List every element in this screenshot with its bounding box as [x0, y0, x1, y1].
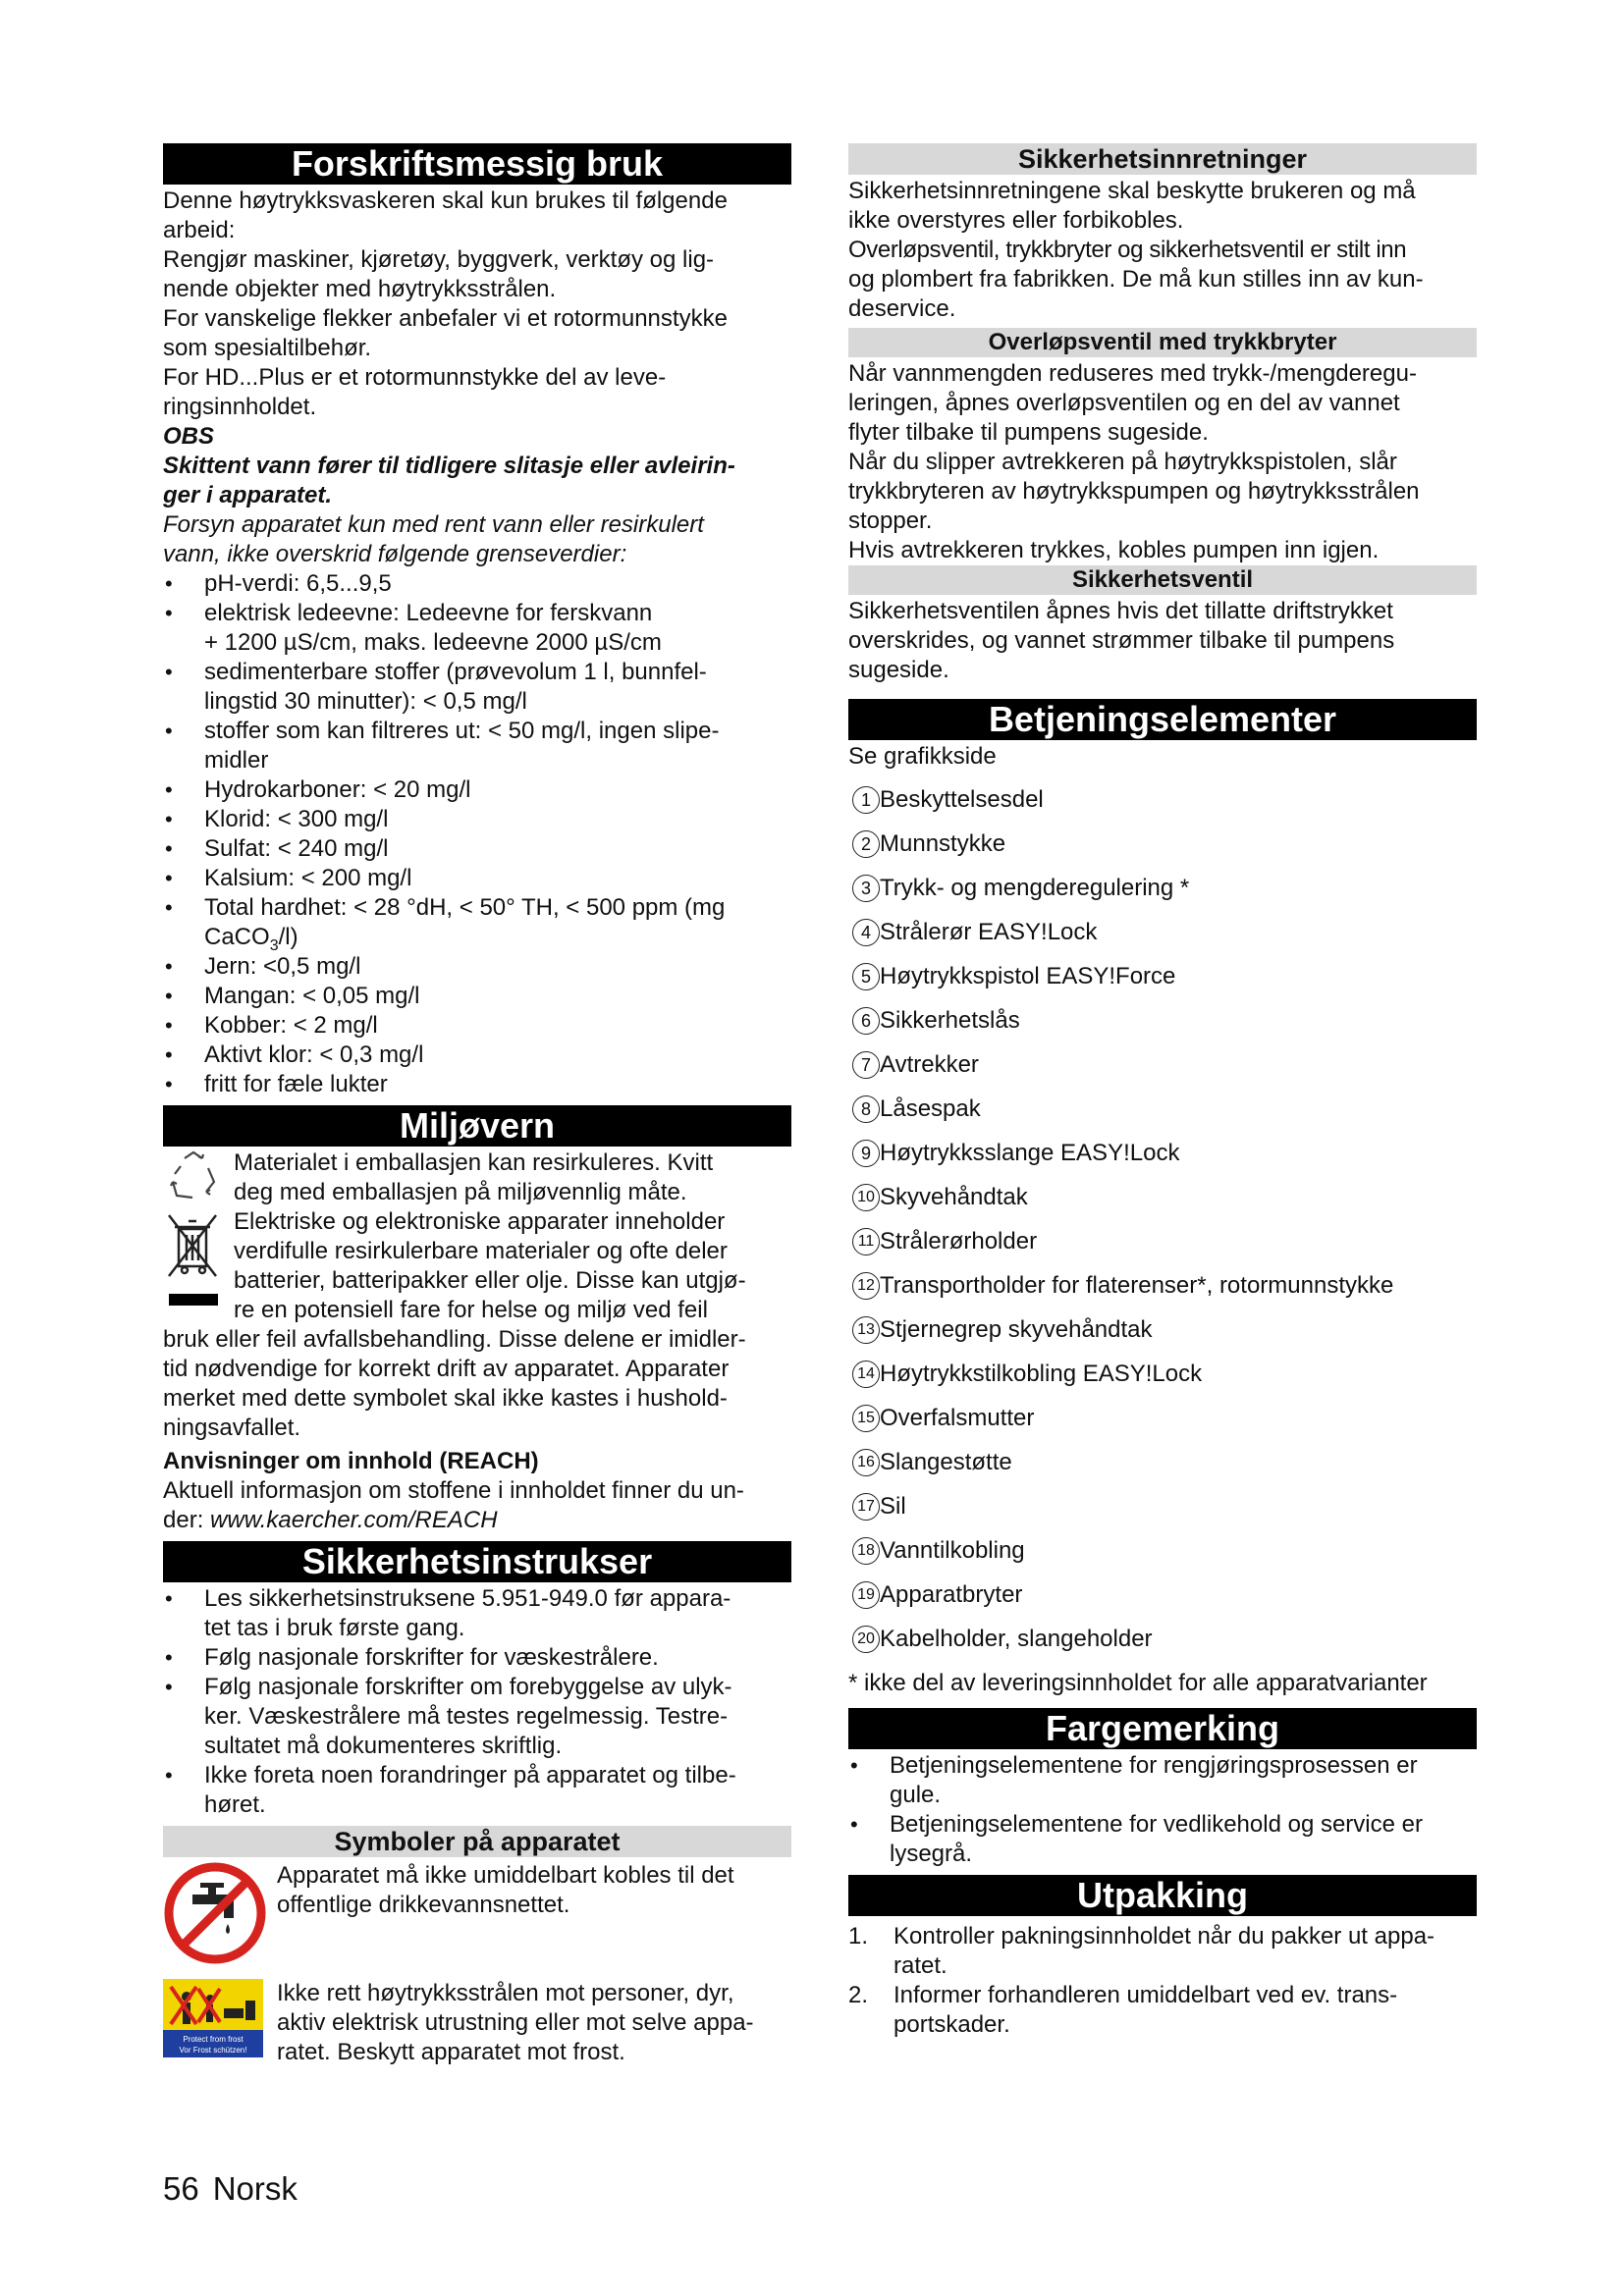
list-item: • pH-verdi: 6,5...9,5	[163, 569, 791, 599]
body-line: Apparatet må ikke umiddelbart kobles til det	[277, 1862, 734, 1889]
section-title-overlopsventil: Overløpsventil med trykkbryter	[848, 328, 1477, 357]
page-footer	[163, 2169, 311, 2209]
color-coding-list	[848, 1751, 1477, 1869]
body-line: For HD...Plus er et rotormunnstykke del av leve-	[163, 364, 667, 391]
body-line: deg med emballasjen på miljøvennlig måte.	[234, 1179, 687, 1205]
body-line: ringsinnholdet.	[163, 394, 317, 420]
list-item: 14 Høytrykkstilkobling EASY!Lock	[848, 1360, 1477, 1389]
body-line: Se grafikkside	[848, 743, 997, 770]
unpacking-list	[848, 1922, 1477, 2040]
list-item: • Kalsium: < 200 mg/l	[163, 864, 791, 893]
list-item: • Mangan: < 0,05 mg/l	[163, 982, 791, 1011]
body-line: batterier, batteripakker eller olje. Disse kan utgjø-	[234, 1267, 746, 1294]
recycling-icon	[163, 1148, 234, 1207]
list-item: • Betjeningselementene for rengjøringsprosessen er gule.	[848, 1751, 1477, 1810]
section-title-sikkerhetsinnretninger: Sikkerhetsinnretninger	[848, 143, 1477, 175]
body-line: nende objekter med høytrykksstrålen.	[163, 276, 557, 302]
body-line: sugeside.	[848, 657, 949, 683]
list-item: • sedimenterbare stoffer (prøvevolum 1 l, bunnfel- lingstid 30 minutter): < 0,5 mg/l	[163, 658, 791, 717]
body-line: Når vannmengden reduseres med trykk-/mengderegu-	[848, 360, 1417, 387]
list-item: 6 Sikkerhetslås	[848, 1006, 1477, 1036]
no-drinking-water-row	[163, 1861, 791, 1969]
safety-list	[163, 1584, 791, 1820]
section-title-forskriftsmessig-bruk: Forskriftsmessig bruk	[163, 143, 791, 185]
list-item: • Klorid: < 300 mg/l	[163, 805, 791, 834]
list-item: 18 Vanntilkobling	[848, 1536, 1477, 1566]
list-item: • Hydrokarboner: < 20 mg/l	[163, 775, 791, 805]
list-item: • Les sikkerhetsinstruksene 5.951-949.0 før appara- tet tas i bruk første gang.	[163, 1584, 791, 1643]
section-title-sikkerhetsinstrukser: Sikkerhetsinstrukser	[163, 1541, 791, 1582]
crossed-bin-icon	[163, 1207, 234, 1325]
list-item: 13 Stjernegrep skyvehåndtak	[848, 1315, 1477, 1345]
controls-list	[848, 785, 1477, 1654]
list-item: 7 Avtrekker	[848, 1050, 1477, 1080]
list-item: • Aktivt klor: < 0,3 mg/l	[163, 1041, 791, 1070]
language-label: Norsk	[212, 2170, 298, 2207]
body-line: og plombert fra fabrikken. De må kun stilles inn av kun-	[848, 266, 1424, 293]
list-item: 2 Munnstykke	[848, 829, 1477, 859]
body-line: ikke overstyres eller forbikobles.	[848, 207, 1184, 234]
list-item: • elektrisk ledeevne: Ledeevne for ferskvann + 1200 µS/cm, maks. ledeevne 2000 µS/cm	[163, 599, 791, 658]
list-item: • Kobber: < 2 mg/l	[163, 1011, 791, 1041]
list-item: • Følg nasjonale forskrifter for væskestrålere.	[163, 1643, 791, 1673]
reach-link[interactable]: www.kaercher.com/REACH	[210, 1507, 498, 1533]
body-line: verdifulle resirkulerbare materialer og ofte deler	[234, 1238, 728, 1264]
list-item: • Betjeningselementene for vedlikehold og service er lysegrå.	[848, 1810, 1477, 1869]
list-item: 12 Transportholder for flaterenser*, rotormunnstykke	[848, 1271, 1477, 1301]
list-item: • stoffer som kan filtreres ut: < 50 mg/l, ingen slipe- midler	[163, 717, 791, 775]
list-item: • fritt for fæle lukter	[163, 1070, 791, 1099]
body-line: Elektriske og elektroniske apparater inneholder	[234, 1208, 726, 1235]
list-item: 16 Slangestøtte	[848, 1448, 1477, 1477]
section-title-symboler: Symboler på apparatet	[163, 1826, 791, 1857]
body-line: Rengjør maskiner, kjøretøy, byggverk, verktøy og lig-	[163, 246, 715, 273]
section-title-betjeningselementer: Betjeningselementer	[848, 699, 1477, 740]
list-item: • Jern: <0,5 mg/l	[163, 952, 791, 982]
body-line: leringen, åpnes overløpsventilen og en del av vannet	[848, 390, 1400, 416]
list-item: 10 Skyvehåndtak	[848, 1183, 1477, 1212]
body-line: trykkbryteren av høytrykkspumpen og høytrykksstrålen	[848, 478, 1420, 505]
body-line: ningsavfallet.	[163, 1415, 301, 1441]
body-line: ratet. Beskytt apparatet mot frost.	[277, 2039, 625, 2065]
reach-heading: Anvisninger om innhold (REACH)	[163, 1448, 539, 1474]
section-title-fargemerking: Fargemerking	[848, 1708, 1477, 1749]
left-column: Forskriftsmessig bruk Denne høytrykksvaskeren skal kun brukes til følgende arbeid: Rengjør maskiner, kjøretøy, byggverk, verktøy og lig- nende objekter med høytrykksstrålen. For vanskelige flekker anbefaler vi et rotormunnstykke som spesialtilbehør. For HD...Plus er et rotormunnstykke del av leve- ringsinnholdet. OBS Skittent vann fører til tidligere slitasje eller avleirin- ger i apparatet. Forsyn apparatet kun med rent vann eller resirkulert vann, ikke overskrid følgende grenseverdier: • pH-verdi: 6,5...9,5 • elektrisk ledeevne: Ledeevne for ferskvann + 1200 µS/cm, maks. ledeevne 2000 µS/cm • sedimenterbare stoffer (prøvevolum 1 l, bunnfel- lingstid 30 minutter): < 0,5 mg/l • stoffer som kan filtreres ut: < 50 mg/l, ingen slipe- midler • Hydrokarboner: < 20 mg/l • Klorid: < 300 mg/l • Sulfat: < 240 mg/l • Kalsium: < 200 mg/l • Total hardhet: < 28 °dH, < 50° TH, < 500 ppm (mg CaCO$_3$/l) • Jern: <0,5 mg/l • Mangan: < 0,05 mg/l • Kobber: < 2 mg/l • Aktivt klor: < 0,3 mg/l • fritt for fæle lukter Miljøvern Materialet i emballasjen kan resirkuleres. Kvitt deg med emballasjen på miljøvennlig måte. Elektriske og elektroniske apparater inneholder verdifulle resirkulerbare materialer og ofte deler batterier, batteripakker eller olje. Disse kan utgjø- re en potensiell fare for helse og miljø ved feil bruk eller feil avfallsbehandling. Disse delene er imidler- tid nødvendige for korrekt drift av apparatet. Apparater merket med dette symbolet skal ikke kastes i hushold- ningsavfallet. Anvisninger om innhold (REACH) Aktuell informasjon om stoffene i innholdet finner du un- der: www.kaercher.com/REACH Sikkerhetsinstrukser • Les sikkerhetsinstruksene 5.951-949.0 før appara- tet tas i bruk første gang. • Følg nasjonale forskrifter for væskestrålere. • Følg nasjonale forskrifter om forebyggelse av ulyk- ker. Væskestrålere må testes regelmessig. Testre- sultatet må dokumenteres skriftlig. • Ikke foreta noen forandringer på apparatet og tilbe- høret. Symboler på apparatet Apparatet må ikke umiddelbart kobles til det offentlige drikkevannsnettet. Protect from frost Vor Frost schützen! Ikke rett høytrykksstrålen mot personer, dyr, aktiv elektrisk utrustning eller mot selve appa- ratet. Beskytt apparatet mot frost.	[163, 143, 791, 2067]
list-item: 1 Beskyttelsesdel	[848, 785, 1477, 815]
list-item: 1. Kontroller pakningsinnholdet når du pakker ut appa- ratet.	[848, 1923, 1435, 1979]
right-column	[848, 143, 1477, 2040]
body-line: Hvis avtrekkeren trykkes, kobles pumpen inn igjen.	[848, 537, 1380, 563]
list-item: 15 Overfalsmutter	[848, 1404, 1477, 1433]
page-number: 56	[163, 2170, 199, 2207]
list-item: 8 Låsespak	[848, 1095, 1477, 1124]
sign-text: Protect from frost	[183, 2035, 244, 2044]
list-item: • Total hardhet: < 28 °dH, < 50° TH, < 500 ppm (mg CaCO$_3$/l)	[163, 893, 791, 952]
section-title-utpakking: Utpakking	[848, 1875, 1477, 1916]
list-item: 17 Sil	[848, 1492, 1477, 1522]
warning-line: ger i apparatet.	[163, 482, 333, 508]
list-item: • Følg nasjonale forskrifter om forebyggelse av ulyk- ker. Væskestrålere må testes regelmessig. Testre- sultatet må dokumenteres skriftlig.	[163, 1673, 791, 1761]
warning-line: Skittent vann fører til tidligere slitasje eller avleirin-	[163, 453, 735, 479]
warning-sign-icon	[163, 1979, 277, 2067]
weee-row	[163, 1207, 791, 1325]
body-line: Materialet i emballasjen kan resirkuleres. Kvitt	[234, 1149, 714, 1176]
list-item: 9 Høytrykksslange EASY!Lock	[848, 1139, 1477, 1168]
list-item: 19 Apparatbryter	[848, 1580, 1477, 1610]
body-line: Aktuell informasjon om stoffene i innholdet finner du un-	[163, 1477, 744, 1504]
list-item: 4 Strålerør EASY!Lock	[848, 918, 1477, 947]
sign-text: Vor Frost schützen!	[179, 2046, 247, 2055]
body-line: som spesialtilbehør.	[163, 335, 372, 361]
body-line: offentlige drikkevannsnettet.	[277, 1892, 570, 1918]
list-item: • Sulfat: < 240 mg/l	[163, 834, 791, 864]
section-title-miljovern: Miljøvern	[163, 1105, 791, 1147]
note-line: Forsyn apparatet kun med rent vann eller resirkulert	[163, 511, 704, 538]
section-title-sikkerhetsventil: Sikkerhetsventil	[848, 565, 1477, 595]
obs-label: OBS	[163, 423, 215, 450]
intro-line: arbeid:	[163, 217, 236, 243]
list-item: 2. Informer forhandleren umiddelbart ved ev. trans- portskader.	[848, 1982, 1398, 2038]
footnote: * ikke del av leveringsinnholdet for alle apparatvarianter	[848, 1670, 1428, 1696]
body-line: Overløpsventil, trykkbryter og sikkerhetsventil er stilt inn	[848, 237, 1407, 263]
body-line: Sikkerhetsventilen åpnes hvis det tillatte driftstrykket	[848, 598, 1393, 624]
body-line: re en potensiell fare for helse og miljø ved feil	[234, 1297, 708, 1323]
body-line: For vanskelige flekker anbefaler vi et rotormunnstykke	[163, 305, 728, 332]
body-line: overskrides, og vannet strømmer tilbake til pumpens	[848, 627, 1395, 654]
body-line: bruk eller feil avfallsbehandling. Disse delene er imidler-	[163, 1326, 746, 1353]
body-line: Ikke rett høytrykksstrålen mot personer, dyr,	[277, 1980, 734, 2006]
body-line: stopper.	[848, 507, 933, 534]
note-line: vann, ikke overskrid følgende grenseverdier:	[163, 541, 627, 567]
body-line: deservice.	[848, 295, 956, 322]
body-line: Sikkerhetsinnretningene skal beskytte brukeren og må	[848, 178, 1416, 204]
water-limits-list	[163, 569, 791, 1099]
no-drinking-water-icon	[163, 1861, 277, 1969]
list-item: • Ikke foreta noen forandringer på apparatet og tilbe- høret.	[163, 1761, 791, 1820]
body-line: tid nødvendige for korrekt drift av apparatet. Apparater	[163, 1356, 730, 1382]
intro-line: Denne høytrykksvaskeren skal kun brukes til følgende	[163, 187, 728, 214]
list-item: 5 Høytrykkspistol EASY!Force	[848, 962, 1477, 991]
list-item: 20 Kabelholder, slangeholder	[848, 1625, 1477, 1654]
body-line: flyter tilbake til pumpens sugeside.	[848, 419, 1209, 446]
recycling-row	[163, 1148, 791, 1207]
no-spray-row	[163, 1979, 791, 2067]
list-item: 11 Strålerørholder	[848, 1227, 1477, 1256]
body-line: aktiv elektrisk utrustning eller mot selve appa-	[277, 2009, 754, 2036]
list-item: 3 Trykk- og mengderegulering *	[848, 874, 1477, 903]
body-line: Når du slipper avtrekkeren på høytrykkspistolen, slår	[848, 449, 1397, 475]
body-line: merket med dette symbolet skal ikke kastes i hushold-	[163, 1385, 728, 1412]
